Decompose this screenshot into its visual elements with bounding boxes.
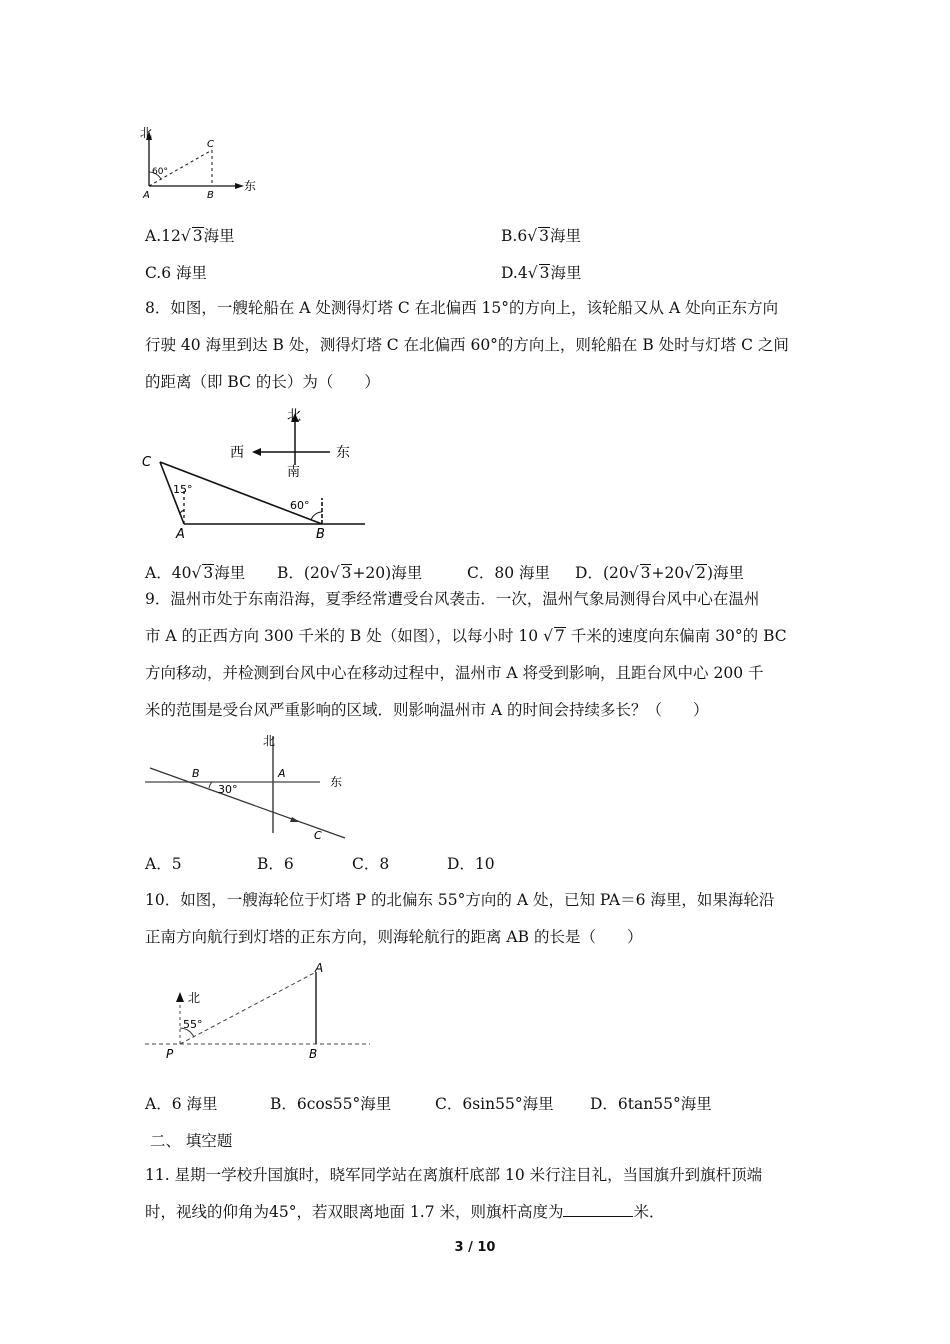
q8-option-c[interactable]: C．80 海里 — [467, 564, 551, 582]
fig8-angle-b: 60° — [290, 499, 310, 512]
fig10-point-b: B — [309, 1047, 318, 1061]
q9-option-a[interactable]: A．5 — [145, 855, 182, 873]
fig9-point-a: A — [278, 767, 286, 780]
q8-option-a[interactable]: A．40√ 3海里 — [145, 564, 246, 582]
q7-option-c[interactable]: C.6 海里 — [145, 264, 208, 282]
fig8-angle-a: 15° — [173, 483, 193, 496]
q10-option-c[interactable]: C．6sin55°海里 — [435, 1095, 554, 1113]
q7-option-a[interactable]: A.12√ 3海里 — [145, 227, 235, 245]
fig9-point-c: C — [314, 829, 322, 842]
question-11-text: 11. 星期一学校升国旗时，晓军同学站在离旗杆底部 10 米行注目礼，当国旗升到旗杆顶端 时，视线的仰角为45°，若双眼离地面 1.7 米，则旗杆高度为 米． — [145, 1166, 763, 1221]
figure-q7 — [140, 126, 260, 201]
fig9-north-label: 北 — [263, 734, 276, 748]
q10-option-d[interactable]: D．6tan55°海里 — [590, 1095, 712, 1113]
q7-option-b[interactable]: B.6√ 3海里 — [501, 227, 581, 245]
fig8-point-b: B — [316, 527, 325, 542]
q7-option-d[interactable]: D.4√ 3海里 — [501, 264, 582, 282]
fig7-north-label: 北 — [140, 126, 153, 140]
figure-q9 — [140, 733, 360, 843]
q9-option-c[interactable]: C．8 — [352, 855, 390, 873]
figure-q10 — [140, 960, 380, 1060]
fig8-west-label: 西 — [230, 445, 244, 461]
fig8-east-label: 东 — [336, 445, 350, 461]
fig7-point-a: A — [143, 190, 150, 201]
q10-option-a[interactable]: A．6 海里 — [145, 1095, 218, 1113]
fig9-point-b: B — [192, 767, 200, 780]
question-10-text: 10．如图，一艘海轮位于灯塔 P 的北偏东 55°方向的 A 处，已知 PA＝6 海里，如果海轮沿 正南方向航行到灯塔的正东方向，则海轮航行的距离 AB 的长是（ ） — [145, 891, 775, 946]
question-8-text: 8．如图，一艘轮船在 A 处测得灯塔 C 在北偏西 15°的方向上，该轮船又从 A 处向正东方向 行驶 40 海里到达 B 处，测得灯塔 C 在北偏西 60°的方向上，则轮船在 B 处时与灯塔 C 之间 的距离（即 BC 的长）为（ ） — [145, 299, 789, 391]
fig7-point-b: B — [207, 190, 214, 201]
fig9-angle: 30° — [218, 783, 238, 796]
fig8-point-c: C — [142, 455, 152, 470]
fig7-east-label: 东 — [244, 179, 257, 193]
fig9-east-label: 东 — [330, 775, 343, 789]
q9-option-b[interactable]: B．6 — [257, 855, 294, 873]
figure-q8 — [140, 410, 380, 540]
fig10-angle: 55° — [183, 1018, 203, 1031]
answer-blank[interactable] — [563, 1200, 633, 1217]
question-9-text: 9．温州市处于东南沿海，夏季经常遭受台风袭击．一次，温州气象局测得台风中心在温州 市 A 的正西方向 300 千米的 B 处（如图），以每小时 10 √ 7 千米的速度向东偏南 30°的 BC 方向移动，并检测到台风中心在移动过程中，温州市 A 将受到影响，且距台风中心 200 千 米的范围是受台风严重影响的区域．则影响温州市 A 的时间会持续多长？（ ） — [145, 590, 787, 719]
fig10-point-a: A — [315, 961, 324, 975]
fig8-north-label: 北 — [287, 408, 301, 424]
q8-option-b[interactable]: B．(20√ 3+20)海里 — [277, 564, 423, 582]
fig10-point-p: P — [166, 1047, 174, 1061]
q8-option-d[interactable]: D．(20√ 3+20√ 2)海里 — [575, 564, 745, 582]
q9-option-d[interactable]: D．10 — [447, 855, 495, 873]
fig8-point-a: A — [176, 527, 185, 542]
fig8-south-label: 南 — [287, 465, 301, 480]
fig7-angle-label: 60° — [152, 167, 168, 177]
section-heading-fill-in: 二、 填空题 — [150, 1132, 233, 1150]
fig7-point-c: C — [207, 139, 214, 150]
fig10-north-label: 北 — [188, 991, 201, 1005]
q10-option-b[interactable]: B．6cos55°海里 — [270, 1095, 392, 1113]
page-number: 3 / 10 — [454, 1240, 496, 1255]
